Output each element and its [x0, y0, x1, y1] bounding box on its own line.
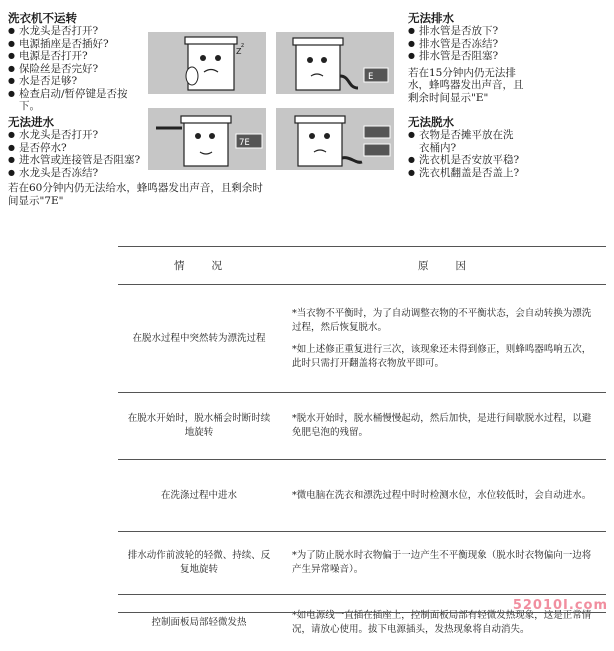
watermark: 52010I.com	[512, 598, 608, 613]
check-list	[408, 129, 520, 179]
situation-cell: 在脱水过程中突然转为漂洗过程	[118, 285, 280, 393]
cause-cell	[280, 460, 606, 532]
list-item: ● 保险丝是否完好?	[8, 63, 146, 76]
check-list	[8, 25, 146, 113]
washer-illustration-not-spin	[148, 32, 266, 94]
section-title: 无法脱水	[408, 115, 454, 129]
table-row	[118, 460, 606, 532]
cause-text: *如电源线一直插在插座上，控制面板局部有轻微发热现象，这是正常情况，请放心使用。拔下电源插头，发热现象将自动消失。	[292, 609, 592, 635]
section-note: 若在60分钟内仍无法给水，蜂鸣器发出声音，且剩余时间显示"7E"	[8, 182, 263, 207]
section-not-spin	[8, 12, 146, 113]
section-no-spin-dry	[408, 116, 520, 179]
cause-text: *脱水开始时，脱水桶慢慢起动，然后加快，是进行间歇脱水过程，以避免肥皂泡的残留。	[292, 413, 592, 438]
section-title: 无法进水	[8, 115, 54, 129]
washer-illustration-no-drain	[276, 32, 394, 94]
list-item: ● 电源插座是否插好?	[8, 38, 146, 51]
list-item: ● 电源是否打开?	[8, 50, 146, 63]
cause-cell	[280, 285, 606, 393]
list-item: ● 洗衣机翻盖是否盖上?	[408, 167, 520, 180]
section-title: 洗衣机不运转	[8, 11, 77, 25]
column-header-situation: 情 况	[118, 247, 280, 285]
cause-text: *为了防止脱水时衣物偏于一边产生不平衡现象（脱水时衣物偏向一边将产生异常噪音）。	[292, 550, 592, 575]
section-note: 若在15分钟内仍无法排水，蜂鸣器发出声音，且剩余时间显示"E"	[408, 66, 524, 104]
table-header-row	[118, 247, 606, 285]
troubleshooting-table	[118, 246, 606, 651]
list-item: ● 水龙头是否冻结?	[8, 167, 146, 180]
washer-not-spin-icon	[148, 32, 266, 94]
section-no-drain	[408, 12, 528, 104]
washer-illustration-no-inlet	[148, 108, 266, 170]
cause-cell	[280, 393, 606, 460]
svg-text:7E: 7E	[239, 138, 250, 148]
washer-no-spin-dry-icon	[276, 108, 394, 170]
list-item: ● 进水管或连接管是否阻塞?	[8, 154, 146, 167]
svg-text:z: z	[241, 42, 245, 49]
list-item: ● 衣物是否摊平放在洗衣桶内?	[408, 129, 520, 154]
check-list	[8, 129, 146, 179]
list-item: ● 排水管是否阻塞?	[408, 50, 528, 63]
cause-text: *微电脑在洗衣和漂洗过程中时时检测水位，水位较低时，会自动进水。	[292, 489, 592, 501]
list-item: ● 水是否足够?	[8, 75, 146, 88]
washer-no-drain-icon	[276, 32, 394, 94]
column-header-cause: 原 因	[280, 247, 606, 285]
table-row	[118, 393, 606, 460]
washer-no-inlet-icon	[148, 108, 266, 170]
cause-text: *如上述修正重复进行三次，该现象还未得到修正，则蜂鸣器鸣响五次，此时只需打开翻盖将衣物放平即可。	[292, 343, 592, 369]
list-item: ● 检查启动/暂停键是否按下。	[8, 88, 146, 113]
list-item: ● 洗衣机是否安放平稳?	[408, 154, 520, 167]
cause-text: *当衣物不平衡时，为了自动调整衣物的不平衡状态，会自动转换为漂洗过程，然后恢复脱水。	[292, 307, 592, 333]
list-item: ● 水龙头是否打开?	[8, 25, 146, 38]
situation-cell: 在脱水开始时，脱水桶会时断时续地旋转	[118, 393, 280, 460]
svg-text:E: E	[368, 72, 374, 82]
washer-illustration-no-spin-dry	[276, 108, 394, 170]
section-title: 无法排水	[408, 11, 454, 25]
list-item: ● 排水管是否放下?	[408, 25, 528, 38]
situation-cell: 控制面板局部轻微发热	[118, 595, 280, 651]
situation-cell: 在洗涤过程中进水	[118, 460, 280, 532]
cause-cell	[280, 532, 606, 595]
list-item: ● 是否停水?	[8, 142, 146, 155]
situation-cell: 排水动作前波轮的轻微、持续、反复地旋转	[118, 532, 280, 595]
check-list	[408, 25, 528, 63]
table-row	[118, 532, 606, 595]
svg-text:Z: Z	[236, 47, 242, 56]
list-item: ● 排水管是否冻结?	[408, 38, 528, 51]
table-row	[118, 285, 606, 393]
list-item: ● 水龙头是否打开?	[8, 129, 146, 142]
